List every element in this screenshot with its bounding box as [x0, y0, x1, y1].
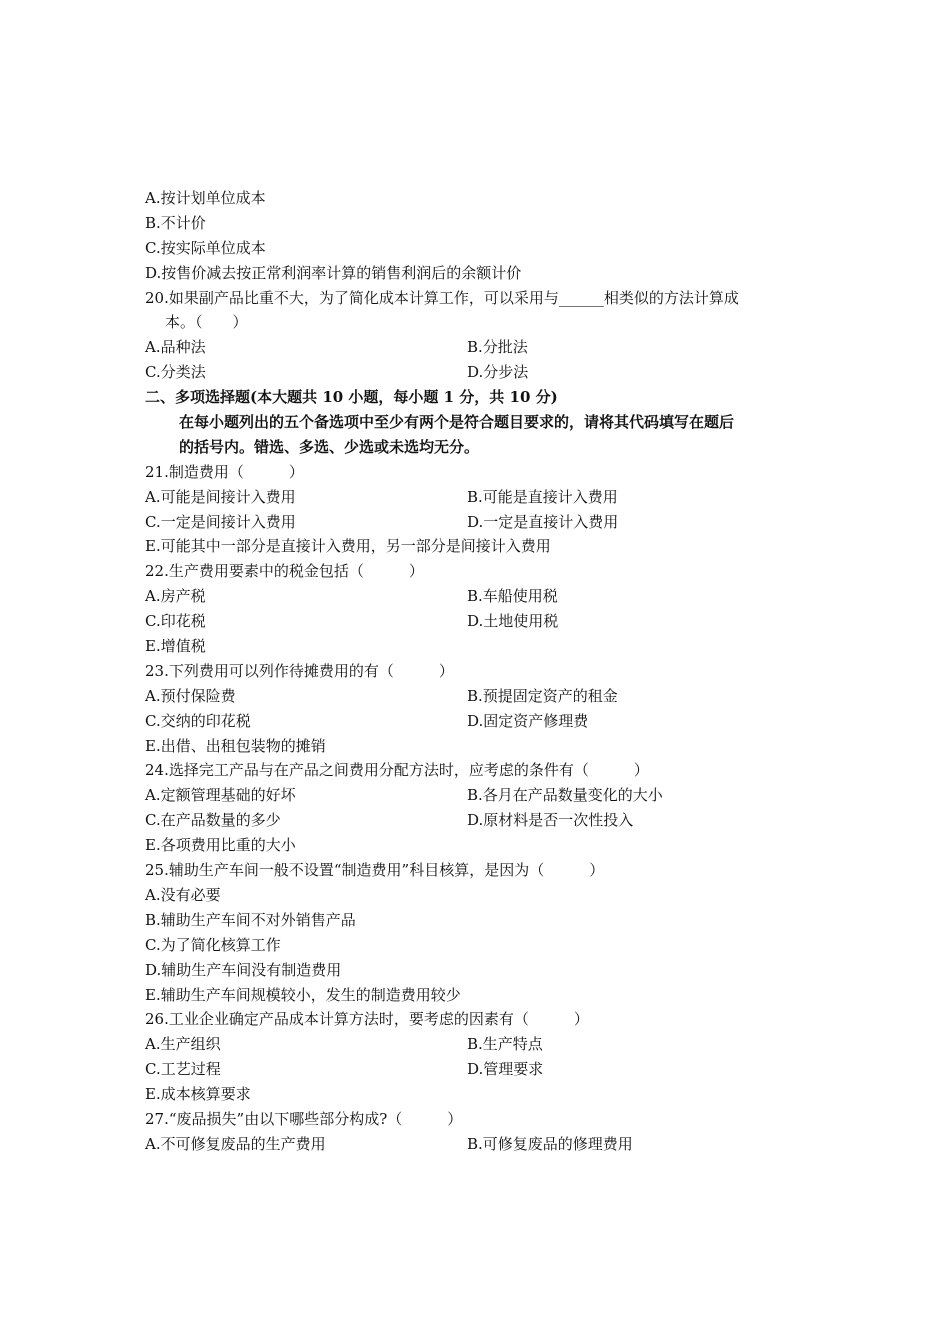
q21-option-e: E.可能其中一部分是直接计入费用，另一部分是间接计入费用 — [145, 537, 551, 556]
q20-option-a: A.品种法 — [145, 338, 206, 357]
q20-option-d: D.分步法 — [467, 363, 529, 382]
q24-options-row2 — [145, 808, 815, 833]
q22-option-d: D.土地使用税 — [467, 612, 559, 631]
q20-option-b: B.分批法 — [467, 338, 528, 357]
q21-option-d: D.一定是直接计入费用 — [467, 512, 619, 531]
exam-content — [145, 186, 815, 1157]
q25-option-e: E.辅助生产车间规模较小，发生的制造费用较少 — [145, 985, 461, 1004]
q20-options-row1 — [145, 335, 815, 360]
section2-instruction-1: 在每小题列出的五个备选项中至少有两个是符合题目要求的，请将其代码填写在题后 — [179, 413, 735, 432]
q25-option-d: D.辅助生产车间没有制造费用 — [145, 960, 342, 979]
q22-stem: 22.生产费用要素中的税金包括（ ） — [145, 562, 424, 581]
q19-option-b: B.不计价 — [145, 213, 206, 232]
q20-option-c: C.分类法 — [145, 363, 206, 382]
q24-option-b: B.各月在产品数量变化的大小 — [467, 786, 663, 805]
q22-option-a: A.房产税 — [145, 587, 206, 606]
q19-option-d: D.按售价减去按正常利润率计算的销售利润后的余额计价 — [145, 263, 522, 282]
q24-option-d: D.原材料是否一次性投入 — [467, 811, 634, 830]
q22-options-row2 — [145, 609, 815, 634]
q19-option-a: A.按计划单位成本 — [145, 189, 266, 207]
q25-option-b: B.辅助生产车间不对外销售产品 — [145, 910, 356, 929]
q22-option-b: B.车船使用税 — [467, 587, 558, 606]
q21-options-row1 — [145, 485, 815, 510]
q21-option-c: C.一定是间接计入费用 — [145, 512, 296, 531]
q24-option-c: C.在产品数量的多少 — [145, 811, 281, 830]
q23-stem: 23.下列费用可以列作待摊费用的有（ ） — [145, 661, 454, 680]
q21-options-row2 — [145, 510, 815, 535]
q26-option-a: A.生产组织 — [145, 1035, 221, 1054]
q24-stem: 24.选择完工产品与在产品之间费用分配方法时，应考虑的条件有（ ） — [145, 761, 649, 780]
q22-option-e: E.增值税 — [145, 637, 206, 656]
q23-options-row2 — [145, 709, 815, 734]
q21-option-a: A.可能是间接计入费用 — [145, 487, 296, 506]
q26-options-row1 — [145, 1032, 815, 1057]
section2-heading: 二、多项选择题(本大题共 10 小题，每小题 1 分，共 10 分) — [145, 388, 558, 407]
q25-stem: 25.辅助生产车间一般不设置“制造费用”科目核算，是因为（ ） — [145, 861, 605, 880]
q27-options-row1 — [145, 1132, 815, 1157]
q23-option-d: D.固定资产修理费 — [467, 711, 589, 730]
q19-option-c: C.按实际单位成本 — [145, 238, 266, 257]
q27-option-b: B.可修复废品的修理费用 — [467, 1134, 633, 1153]
q26-stem: 26.工业企业确定产品成本计算方法时，要考虑的因素有（ ） — [145, 1010, 589, 1029]
q23-option-b: B.预提固定资产的租金 — [467, 686, 618, 705]
q27-stem: 27.“废品损失”由以下哪些部分构成?（ ） — [145, 1109, 463, 1128]
q20-stem-cont: 本。（ ） — [165, 313, 248, 332]
q26-option-b: B.生产特点 — [467, 1035, 543, 1054]
q20-options-row2 — [145, 360, 815, 385]
q25-option-a: A.没有必要 — [145, 885, 221, 904]
section2-instruction-2: 的括号内。错选、多选、少选或未选均无分。 — [179, 437, 480, 456]
q22-option-c: C.印花税 — [145, 612, 206, 631]
q26-option-c: C.工艺过程 — [145, 1060, 221, 1079]
q21-option-b: B.可能是直接计入费用 — [467, 487, 618, 506]
q24-option-e: E.各项费用比重的大小 — [145, 836, 296, 855]
q23-options-row1 — [145, 684, 815, 709]
q26-option-e: E.成本核算要求 — [145, 1085, 251, 1104]
q26-option-d: D.管理要求 — [467, 1060, 544, 1079]
q27-option-a: A.不可修复废品的生产费用 — [145, 1134, 326, 1153]
q25-option-c: C.为了简化核算工作 — [145, 935, 281, 954]
q23-option-a: A.预付保险费 — [145, 686, 236, 705]
q20-stem: 20.如果副产品比重不大，为了简化成本计算工作，可以采用与______相类似的方法计算成 — [145, 288, 739, 307]
q22-options-row1 — [145, 584, 815, 609]
q26-options-row2 — [145, 1057, 815, 1082]
q24-options-row1 — [145, 783, 815, 808]
q23-option-c: C.交纳的印花税 — [145, 711, 251, 730]
q24-option-a: A.定额管理基础的好坏 — [145, 786, 296, 805]
q23-option-e: E.出借、出租包装物的摊销 — [145, 736, 326, 755]
q21-stem: 21.制造费用（ ） — [145, 462, 304, 481]
